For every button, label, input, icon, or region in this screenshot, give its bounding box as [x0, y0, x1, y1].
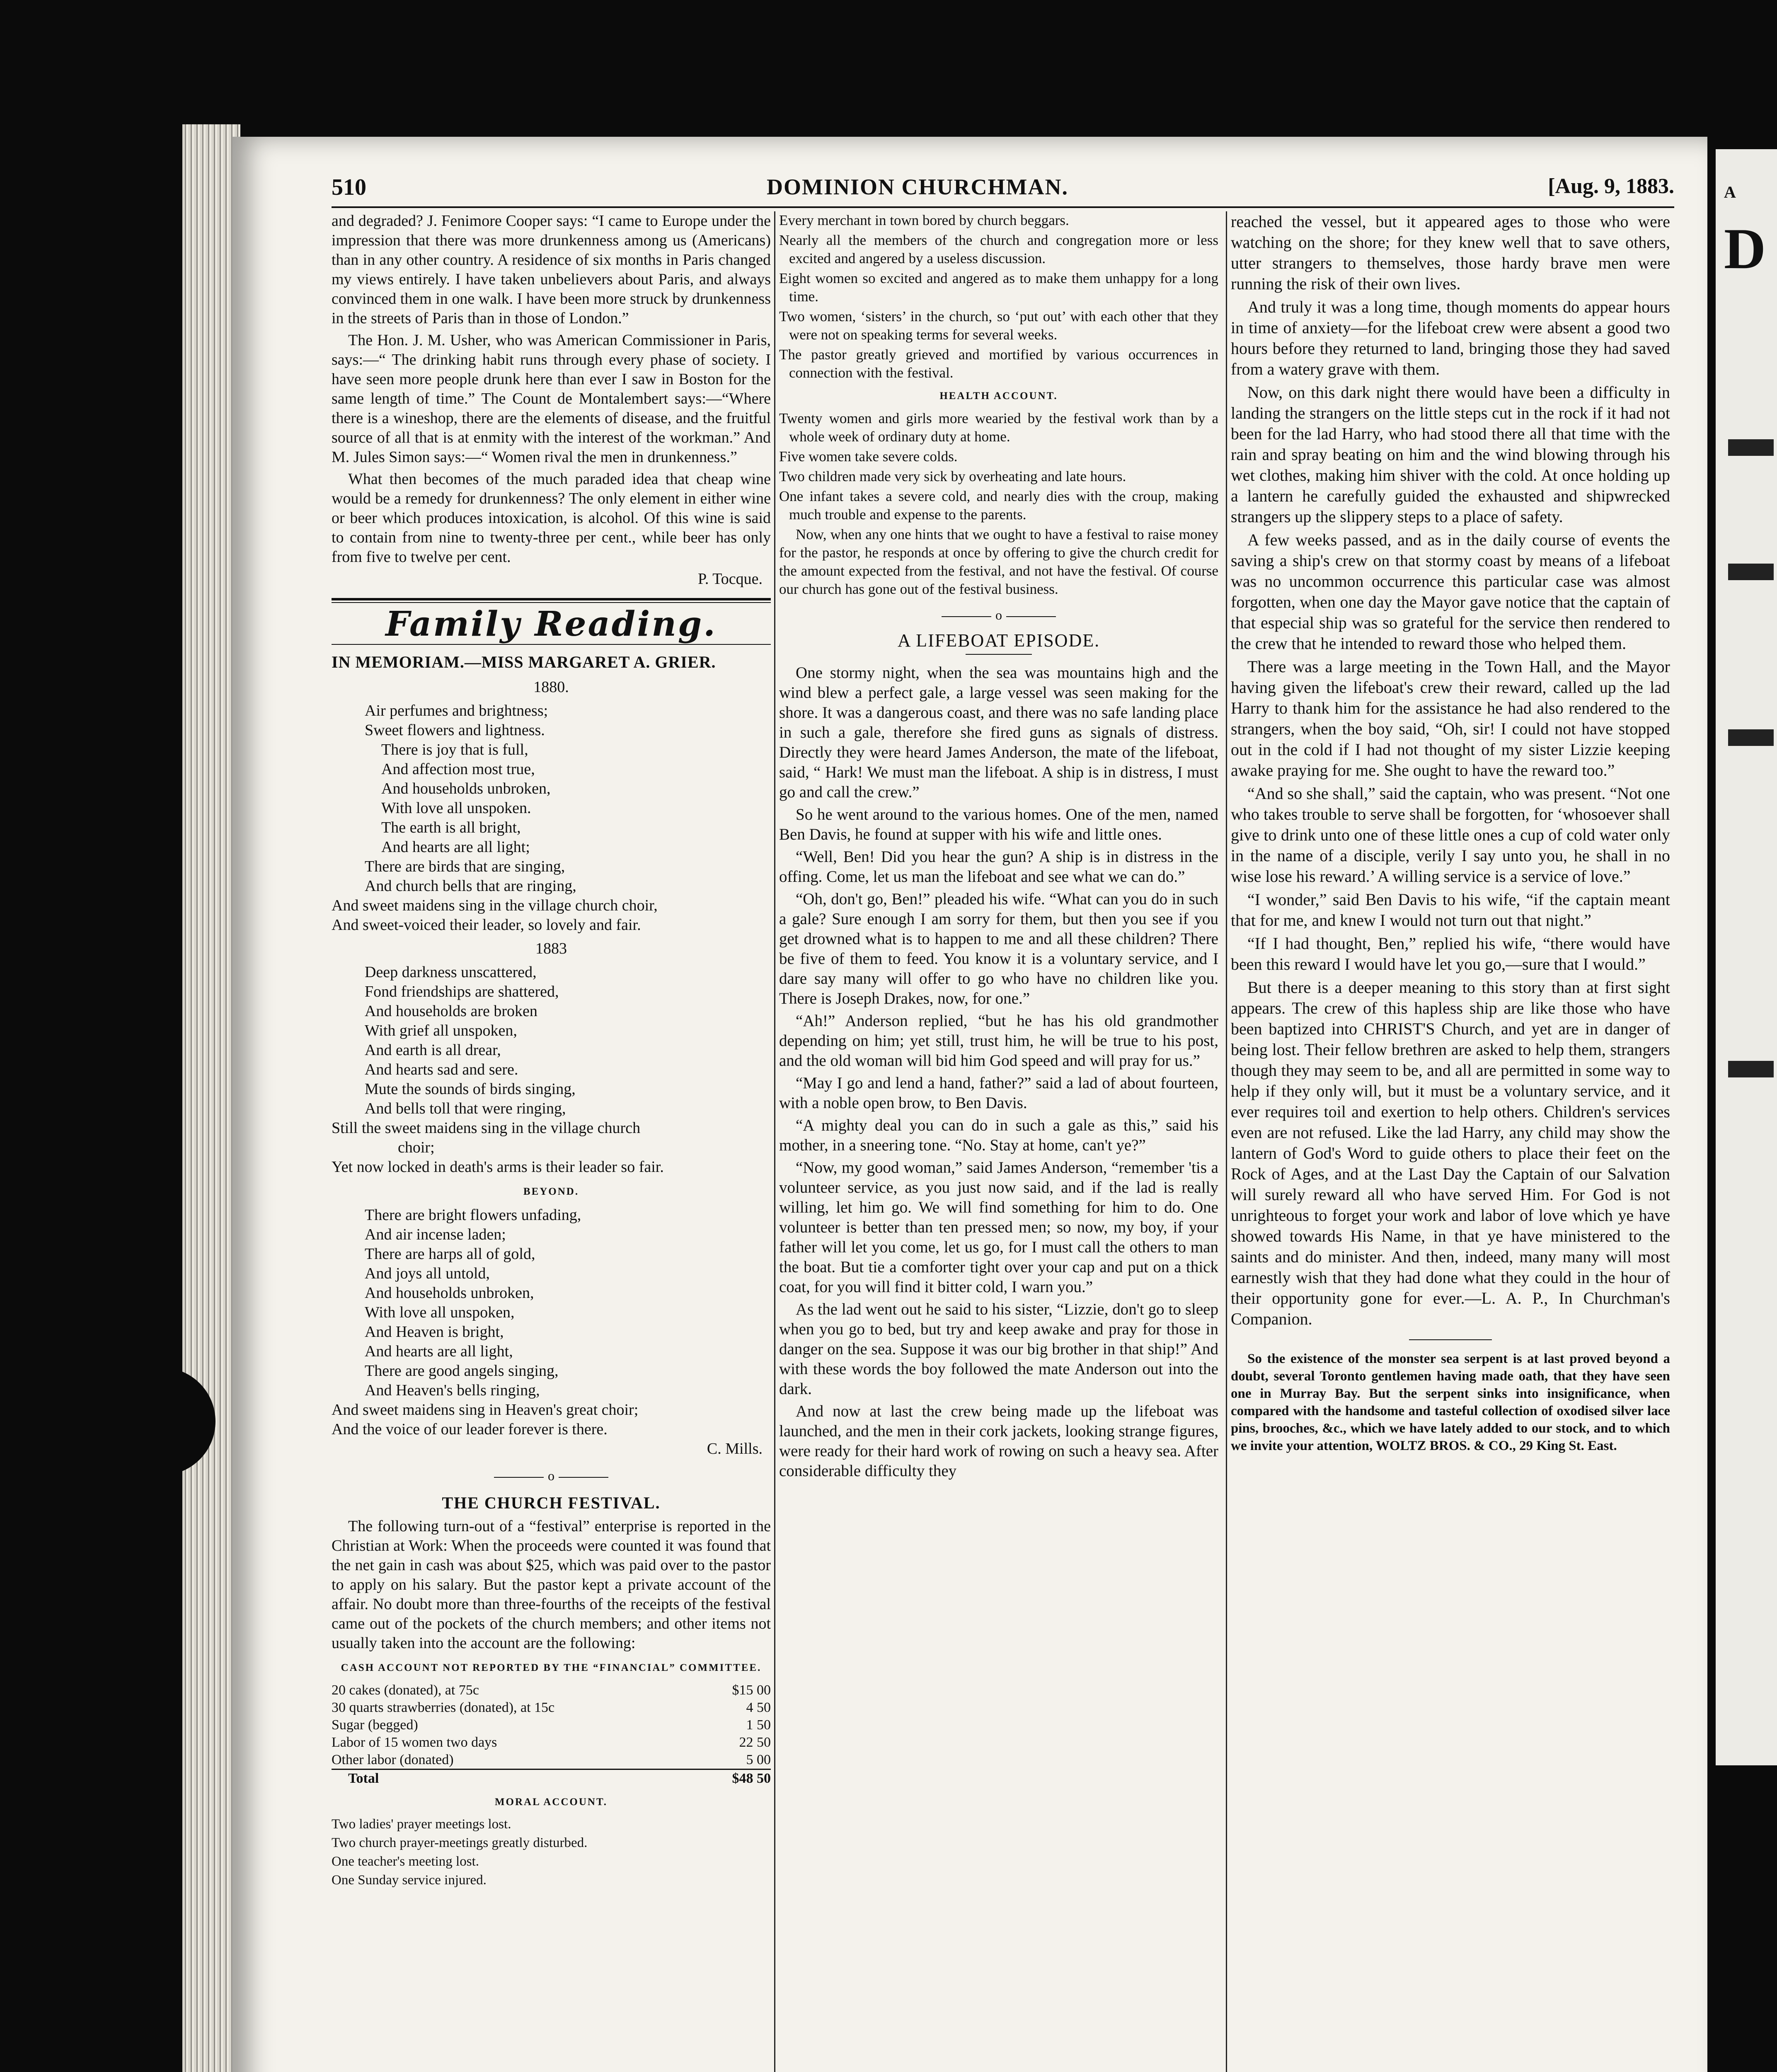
poem-line: choir; [398, 1139, 435, 1156]
table-row [332, 1682, 771, 1699]
poem-line: And households unbroken, [365, 1284, 534, 1302]
article-paragraph: And now at last the crew being made up the lifeboat was launched, and the men in their cork jackets, looking strange figures, were ready for their hard work of rowing on such a heavy sea. After considerable difficulty they [779, 1402, 1218, 1480]
facing-page-strip [1716, 149, 1777, 1765]
account-line: Two church prayer-meetings greatly disturbed. [332, 1835, 588, 1850]
header-rule [332, 206, 1674, 208]
poem-line: And hearts are all light; [381, 838, 530, 856]
poem-line: There is joy that is full, [381, 741, 528, 758]
poem-line: With grief all unspoken, [365, 1022, 517, 1039]
article-paragraph: “And so she shall,” said the captain, who was present. “Not one who takes trouble to serve shall be forgotten, for ‘whosoever shall give to drink unto one of these little ones a cup of cold water only in the name of a disciple, verily I say unto you, he shall in no wise lose his reward.’ A willing service is a service of love.” [1231, 784, 1670, 886]
poem-line: And households unbroken, [381, 780, 551, 797]
facing-page-ornament [1728, 439, 1774, 456]
account-line: Eight women so excited and angered as to make them unhappy for a long time. [779, 270, 1218, 305]
section-rule [332, 598, 771, 600]
poem-stanza [332, 701, 771, 935]
poem-year: 1883 [535, 940, 567, 957]
table-total-row [332, 1769, 771, 1788]
poem-line: And sweet-voiced their leader, so lovely and fair. [332, 916, 641, 934]
account-line: Nearly all the members of the church and congregation more or less excited and angered by a useless discussion. [779, 232, 1218, 266]
masthead: DOMINION CHURCHMAN. [767, 174, 1068, 199]
account-amount: 1 50 [746, 1717, 771, 1733]
account-item: 20 cakes (donated), at 75c [332, 1682, 479, 1698]
account-line: Two children made very sick by overheating and late hours. [779, 468, 1126, 484]
poem-line: And church bells that are ringing, [365, 877, 576, 895]
article-paragraph: As the lad went out he said to his sister, “Lizzie, don't go to sleep when you go to bed, but try and keep awake and pray for those in danger on the sea. Suppose it was our big brother in that ship!” And with these words the boy followed the mate Anderson out into the dark. [779, 1300, 1218, 1398]
advertisement-notice: So the existence of the monster sea serpent is at last proved beyond a doubt, several Toronto gentlemen having made oath, that they have seen one in Murray Bay. But the serpent sinks into insignificance, when compared with the handsome and tasteful collection of oxodised silver lace pins, brooches, &c., which we have lately added to our stock, and to which we invite your attention, WOLTZ BROS. & CO., 29 King St. East. [1231, 1351, 1670, 1453]
poem-line: And sweet maidens sing in Heaven's great choir; [332, 1401, 639, 1418]
cash-account-table [332, 1682, 771, 1787]
poem-stanza [332, 963, 771, 1177]
article-paragraph: “Ah!” Anderson replied, “but he has his old grandmother depending on him; yet still, trust him, he will be true to his post, and the old woman will bid him God speed and will pray for us.” [779, 1012, 1218, 1070]
table-row [332, 1751, 771, 1769]
poem-line: Air perfumes and brightness; [365, 702, 548, 719]
facing-page-ornament [1728, 1061, 1774, 1077]
poem-line: And households are broken [365, 1002, 537, 1020]
article-paragraph: “May I go and lend a hand, father?” said a lad of about fourteen, with a noble open brow, to Ben Davis. [779, 1074, 1218, 1112]
article-paragraph: Now, on this dark night there would have been a difficulty in landing the strangers on the little steps cut in the rock if it had not been for the lad Harry, who had stood there all that time with the rain and spray beating on him and the wind blowing through his wet clothes, making him shiver with the cold. At once holding up a lantern he carefully guided the exhausted and shipwrecked strangers up the slippery steps to a place of safety. [1231, 383, 1670, 526]
table-row [332, 1734, 771, 1751]
article-paragraph: “If I had thought, Ben,” replied his wife, “there would have been this reward I would have let you go,—sure that I would.” [1231, 934, 1670, 973]
table-row [332, 1699, 771, 1716]
poem-line: Fond friendships are shattered, [365, 983, 559, 1000]
account-line: The pastor greatly grieved and mortified by various occurrences in connection with the festival. [779, 346, 1218, 381]
intro-paragraph: What then becomes of the much paraded idea that cheap wine would be a remedy for drunkenness? The only element in either wine or beer which produces intoxication, is alcohol. Of this wine is said to contain from nine to twenty-three per cent., while beer has only from five to twelve per cent. [332, 470, 771, 566]
account-item: Labor of 15 women two days [332, 1735, 497, 1750]
article-paragraph: “Oh, don't go, Ben!” pleaded his wife. “What can you do in such a gale? Sure enough I am sorry for them, but then you see if you get drowned what is to happen to me and all these children? There be five of them to feed. You know it is a voluntary service, and I dare say many will offer to go who have no children like you. There is Joseph Drakes, now, for one.” [779, 890, 1218, 1007]
account-line: Two women, ‘sisters’ in the church, so ‘put out’ with each other that they were not on speaking terms for several weeks. [779, 308, 1218, 343]
poem-line: With love all unspoken, [365, 1304, 515, 1321]
page-header [332, 174, 1674, 207]
column-divider [1226, 211, 1227, 2072]
section-divider: o [779, 606, 1218, 624]
intro-paragraph: and degraded? J. Fenimore Cooper says: “I came to Europe under the impression that there was more drunkenness among us (Americans) than in any other country. A residence of six months in Paris changed my views entirely. I have taken unbelievers about Paris, and always convinced them in one walk. I have been more struck by drunkenness in the streets of Paris than in those of London.” [332, 212, 771, 327]
article-title: A LIFEBOAT EPISODE. [897, 630, 1100, 651]
account-heading: HEALTH ACCOUNT. [939, 390, 1058, 402]
section-rule [332, 644, 771, 645]
poem-line: And sweet maidens sing in the village church choir, [332, 897, 658, 914]
intro-paragraph: The Hon. J. M. Usher, who was American Commissioner in Paris, says:—“ The drinking habit runs through every phase of society. I have seen more people drunk here than ever I saw in Boston for the same length of time.” The Count de Montalembert says:—“Where there is a wineshop, there are the elements of disease, and the fruitful source of all that is at enmity with the interest of the workman.” And M. Jules Simon says:—“ Women rival the men in drunkenness.” [332, 332, 771, 466]
account-item: Sugar (begged) [332, 1717, 418, 1733]
poem-line: And air incense laden; [365, 1226, 506, 1243]
poem-line: There are good angels singing, [365, 1362, 559, 1380]
poem-line: And hearts are all light, [365, 1343, 513, 1360]
article-paragraph: Now, when any one hints that we ought to have a festival to raise money for the pastor, he responds at once by offering to give the church credit for the amount expected from the festival, and not have the festival. Of course our church has gone out of the festival business. [779, 526, 1218, 597]
facing-page-ornament [1728, 729, 1774, 746]
poem-section-label: BEYOND. [523, 1186, 579, 1197]
account-amount: 4 50 [746, 1700, 771, 1715]
poem-line: Mute the sounds of birds singing, [365, 1080, 576, 1098]
section-rule [332, 602, 771, 603]
poem-line: There are bright flowers unfading, [365, 1206, 581, 1224]
account-line: Every merchant in town bored by church beggars. [779, 212, 1069, 228]
account-line: Twenty women and girls more wearied by the festival work than by a whole week of ordinary duty at home. [779, 410, 1218, 445]
poem-line: Still the sweet maidens sing in the village church [332, 1119, 641, 1137]
poem-line: And affection most true, [381, 760, 535, 778]
account-heading: MORAL ACCOUNT. [494, 1796, 608, 1808]
column-1 [332, 211, 771, 1890]
facing-page-ornament [1728, 564, 1774, 580]
section-divider: o [332, 1466, 771, 1486]
poem-line: Sweet flowers and lightness. [365, 721, 545, 739]
account-line: Five women take severe colds. [779, 448, 958, 465]
poem-line: Deep darkness unscattered, [365, 963, 537, 981]
article-paragraph: There was a large meeting in the Town Hall, and the Mayor having given the lifeboat's crew their reward, called up the lad Harry to thank him for the assistance he had also rendered to the strangers, when the boy said, “Oh, sir! I could not have stopped out in the cold if I had not thought of my sister Lizzie keeping awake praying for me. She ought to have the reward too.” [1231, 657, 1670, 779]
section-rule [1409, 1339, 1492, 1340]
signature: C. Mills. [707, 1440, 763, 1457]
poem-line: And hearts sad and sere. [365, 1061, 518, 1078]
newspaper-page [232, 137, 1707, 2072]
article-title: THE CHURCH FESTIVAL. [442, 1493, 661, 1512]
column-3 [1231, 211, 1670, 1457]
article-paragraph: “Well, Ben! Did you hear the gun? A ship is in distress in the offing. Come, let us man the lifeboat and see what we can do.” [779, 848, 1218, 886]
article-paragraph: “Now, my good woman,” said James Anderson, “remember 'tis a volunteer service, as you just now said, and if the lad is really willing, let him go. We will find something for him to do. One volunteer is better than ten pressed men; so now, my boy, if your father will let you come, let us go, for I must call the others to man the boat. But tie a comforter tight over your cap and put on a thick coat, for you will find it bitter cold, I warn you.” [779, 1159, 1218, 1296]
table-row [332, 1716, 771, 1734]
book-page-edges [182, 124, 240, 2072]
poem-line: There are birds that are singing, [365, 858, 565, 875]
account-item: Other labor (donated) [332, 1752, 454, 1767]
total-label: Total [332, 1769, 705, 1788]
section-title: Family Reading. [385, 604, 717, 644]
article-paragraph: reached the vessel, but it appeared ages to those who were watching on the shore; for they knew well that to save others, utter strangers to themselves, those hardy brave men were running the risk of their own lives. [1231, 212, 1670, 293]
signature: P. Tocque. [697, 570, 763, 588]
poem-line: And Heaven's bells ringing, [365, 1382, 540, 1399]
article-paragraph: The following turn-out of a “festival” enterprise is reported in the Christian at Work: When the proceeds were counted it was found that the net gain in cash was about $25, which was paid over to the pastor to apply on his salary. But the pastor kept a private account of the affair. No doubt more than three-fourths of the receipts of the festival came out of the pockets of the church members; and other items not usually taken into the account are the following: [332, 1518, 771, 1652]
title-rule [966, 654, 1032, 655]
poem-line: And bells toll that were ringing, [365, 1100, 566, 1117]
article-paragraph: A few weeks passed, and as in the daily course of events the saving a ship's crew on that stormy coast by means of a lifeboat was no uncommon occurrence this particular case was almost forgotten, when one day the Mayor gave notice that the captain of that especial ship was so grateful for the service then rendered to the crew that he intended to reward those who helped them. [1231, 530, 1670, 653]
article-paragraph: “I wonder,” said Ben Davis to his wife, “if the captain meant that for me, and knew I would not turn out that night.” [1231, 890, 1670, 929]
article-paragraph: One stormy night, when the sea was mountains high and the wind blew a perfect gale, a large vessel was seen making for the shore. It was a dangerous coast, and there was no safe landing place in such a gale, therefore she fired guns as signals of distress. Directly they were heard James Anderson, the mate of the lifeboat, said, “ Hark! We must man the lifeboat. A ship is in distress, I must go and call the crew.” [779, 664, 1218, 801]
thumb-shadow [0, 1368, 215, 1475]
facing-page-fragment: A [1724, 183, 1736, 201]
poem-line: And the voice of our leader forever is there. [332, 1421, 608, 1438]
article-paragraph: “A mighty deal you can do in such a gale as this,” said his mother, in a sneering tone. “No. Stay at home, can't ye?” [779, 1116, 1218, 1154]
poem-year: 1880. [533, 678, 569, 696]
page-number: 510 [332, 174, 366, 200]
poem-stanza [332, 1205, 771, 1439]
account-line: One teacher's meeting lost. [332, 1854, 479, 1869]
column-2 [779, 211, 1218, 1484]
account-amount: $15 00 [732, 1682, 771, 1698]
dateline: [Aug. 9, 1883. [1548, 174, 1674, 198]
article-paragraph: So he went around to the various homes. One of the men, named Ben Davis, he found at supper with his wife and little ones. [779, 806, 1218, 843]
article-paragraph: And truly it was a long time, though moments do appear hours in time of anxiety—for the lifeboat crew were absent a good two hours before they returned to land, bringing those they had saved from a watery grave with them. [1231, 298, 1670, 378]
poem-line: With love all unspoken. [381, 799, 531, 817]
poem-line: There are harps all of gold, [365, 1245, 535, 1263]
account-heading: CASH ACCOUNT NOT REPORTED BY THE “FINANCIAL” COMMITTEE. [341, 1662, 762, 1673]
facing-page-letter: D [1724, 217, 1766, 281]
poem-line: And Heaven is bright, [365, 1323, 504, 1341]
account-line: One Sunday service injured. [332, 1873, 487, 1888]
memoriam-title: IN MEMORIAM.—MISS MARGARET A. GRIER. [332, 653, 716, 671]
article-body [779, 663, 1218, 1481]
poem-line: The earth is all bright, [381, 819, 521, 836]
column-divider [774, 211, 775, 2072]
account-line: Two ladies' prayer meetings lost. [332, 1817, 511, 1832]
account-line: One infant takes a severe cold, and nearly dies with the croup, making much trouble and expense to the parents. [779, 488, 1218, 523]
poem-line: And earth is all drear, [365, 1041, 501, 1059]
account-amount: 22 50 [739, 1735, 771, 1750]
poem-line: And joys all untold, [365, 1265, 490, 1282]
article-paragraph: But there is a deeper meaning to this story than at first sight appears. The crew of this hapless ship are like those who have been baptized into CHRIST'S Church, and yet are in danger of being lost. Their fellow brethren are asked to help them, strangers though they may seem to be, and all are permitted in some way to help if they only will, but it must be a voluntary service, and it ever requires toil and exertion to help others. Children's services even are not refused. Like the lad Harry, any child may show the lantern of God's Word to guide others to place their feet on the Rock of Ages, and at the Last Day the Captain of our Salvation will surely reward all who have served Him. For God is not unrighteous to forget your work and labor of love which ye have showed towards His Name, in that ye have ministered to the saints and do minister. And then, indeed, many many will most earnestly wish that they had done what they could in the hour of their opportunity gone for ever.—L. A. P., In Churchman's Companion. [1231, 978, 1670, 1328]
poem-line: Yet now locked in death's arms is their leader so fair. [332, 1158, 664, 1176]
account-item: 30 quarts strawberries (donated), at 15c [332, 1700, 555, 1715]
account-amount: 5 00 [746, 1752, 771, 1767]
total-amount: $48 50 [705, 1769, 771, 1788]
